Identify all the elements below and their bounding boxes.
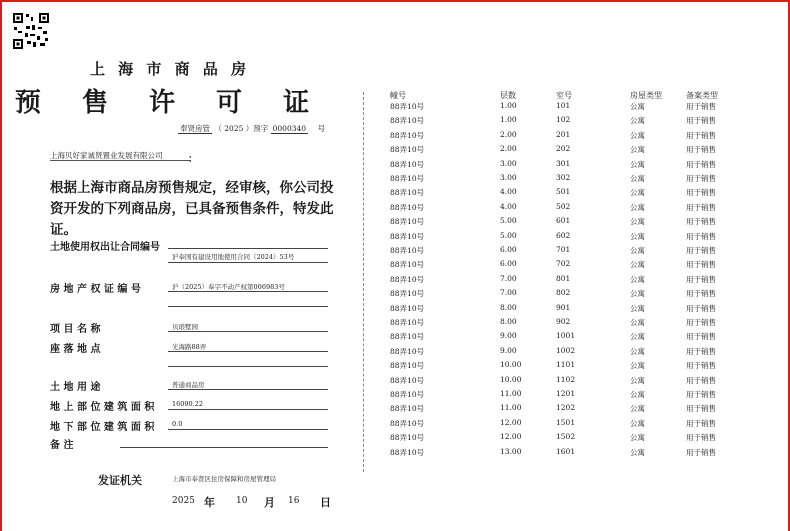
table-cell-building: 88弄10号 — [390, 159, 425, 169]
table-cell-floor: 4.00 — [500, 187, 517, 197]
field-label-property-cert: 房 地 产 权 证 编 号 — [50, 284, 141, 295]
field-line — [168, 331, 328, 332]
table-cell-filing-type: 用于销售 — [686, 102, 716, 111]
field-value-project-name: 贝琅墅园 — [172, 323, 198, 331]
table-cell-building: 88弄10号 — [390, 332, 425, 342]
table-cell-house-type: 公寓 — [630, 145, 645, 155]
table-cell-house-type: 公寓 — [630, 102, 645, 111]
table-cell-building: 88弄10号 — [390, 404, 425, 414]
table-cell-building: 88弄10号 — [390, 231, 425, 241]
table-cell-room: 1102 — [556, 374, 576, 384]
table-cell-room: 502 — [556, 201, 571, 211]
table-cell-floor: 7.00 — [500, 288, 517, 298]
field-line — [168, 409, 328, 410]
table-cell-building: 88弄10号 — [390, 217, 425, 227]
field-line — [168, 262, 328, 263]
table-cell-floor: 8.00 — [500, 302, 517, 312]
table-cell-room: 1002 — [556, 345, 576, 355]
table-cell-filing-type: 用于销售 — [686, 289, 716, 299]
table-cell-floor: 9.00 — [500, 345, 517, 355]
table-cell-house-type: 公寓 — [630, 260, 645, 270]
table-cell-house-type: 公寓 — [630, 346, 645, 356]
table-cell-floor: 4.00 — [500, 201, 517, 211]
table-header-floor: 层数 — [500, 91, 516, 100]
field-label-project-name: 项 目 名 称 — [50, 324, 101, 335]
table-cell-floor: 5.00 — [500, 216, 517, 226]
table-cell-room: 1001 — [556, 331, 576, 341]
field-value-above-ground-area: 16090.22 — [172, 400, 204, 408]
table-cell-filing-type: 用于销售 — [686, 246, 716, 255]
table-cell-building: 88弄10号 — [390, 375, 425, 385]
table-cell-room: 1601 — [556, 446, 576, 456]
permit-code: 0000340 — [272, 124, 307, 133]
document-title: 预 售 许 可 证 — [14, 88, 326, 118]
document-subtitle: 上 海 市 商 品 房 — [89, 60, 251, 78]
table-cell-building: 88弄10号 — [390, 145, 425, 155]
field-line — [120, 447, 328, 448]
table-cell-building: 88弄10号 — [390, 447, 425, 457]
table-cell-house-type: 公寓 — [630, 246, 645, 255]
table-cell-room: 702 — [556, 259, 571, 269]
field-value-underground-area: 0.0 — [172, 420, 183, 428]
date-day-label: 日 — [320, 496, 331, 509]
table-cell-room: 601 — [556, 216, 571, 226]
table-cell-filing-type: 用于销售 — [686, 404, 716, 414]
table-cell-filing-type: 用于销售 — [686, 303, 716, 313]
field-line — [168, 429, 328, 430]
table-cell-room: 101 — [556, 101, 571, 110]
permit-dept: 奉贤房管 — [180, 124, 210, 133]
table-cell-filing-type: 用于销售 — [686, 231, 716, 241]
table-cell-house-type: 公寓 — [630, 174, 645, 183]
date-month: 10 — [236, 496, 248, 506]
table-cell-filing-type: 用于销售 — [686, 390, 716, 399]
certificate-statement: 根据上海市商品房预售规定，经审核，你公司投资开发的下列商品房，已具备预售条件，特发此证。 — [50, 180, 334, 238]
field-label-location: 座 落 地 点 — [50, 344, 101, 355]
company-underline — [50, 160, 190, 161]
table-cell-house-type: 公寓 — [630, 447, 645, 457]
table-header-room: 室号 — [556, 91, 572, 100]
table-cell-filing-type: 用于销售 — [686, 116, 716, 126]
table-cell-house-type: 公寓 — [630, 318, 645, 327]
section-divider — [363, 92, 364, 472]
table-cell-house-type: 公寓 — [630, 418, 645, 428]
date-month-label: 月 — [264, 496, 275, 509]
field-value-land-contract: 沪奉国有建设用地使用合同（2024）53号 — [172, 253, 295, 261]
permit-suffix: 号 — [317, 124, 326, 133]
table-cell-room: 1501 — [556, 417, 576, 427]
table-cell-building: 88弄10号 — [390, 260, 425, 270]
table-cell-house-type: 公寓 — [630, 390, 645, 399]
table-cell-filing-type: 用于销售 — [686, 188, 716, 198]
table-cell-room: 902 — [556, 317, 571, 326]
table-cell-house-type: 公寓 — [630, 303, 645, 313]
field-line — [168, 291, 328, 292]
table-cell-floor: 12.00 — [500, 432, 522, 442]
table-cell-house-type: 公寓 — [630, 159, 645, 169]
table-cell-floor: 9.00 — [500, 331, 517, 341]
table-cell-floor: 6.00 — [500, 245, 517, 254]
table-cell-filing-type: 用于销售 — [686, 159, 716, 169]
red-border-top — [0, 0, 790, 2]
table-header-house-type: 房屋类型 — [630, 91, 662, 100]
table-cell-filing-type: 用于销售 — [686, 174, 716, 183]
table-cell-building: 88弄10号 — [390, 418, 425, 428]
table-cell-floor: 11.00 — [500, 389, 522, 398]
table-cell-floor: 2.00 — [500, 144, 517, 154]
table-cell-house-type: 公寓 — [630, 202, 645, 212]
table-cell-house-type: 公寓 — [630, 188, 645, 198]
table-cell-floor: 1.00 — [500, 115, 517, 125]
field-line — [168, 248, 328, 249]
table-cell-room: 1202 — [556, 403, 576, 413]
table-cell-building: 88弄10号 — [390, 174, 425, 183]
table-cell-filing-type: 用于销售 — [686, 130, 716, 140]
table-cell-house-type: 公寓 — [630, 217, 645, 227]
date-year-label: 年 — [204, 496, 215, 509]
field-value-property-cert: 沪（2025）奉字不动产权第006983号 — [172, 283, 285, 291]
table-cell-room: 301 — [556, 158, 571, 168]
field-value-land-use: 普通商品房 — [172, 381, 205, 389]
permit-year: （ 2025 ）预字 — [214, 124, 269, 133]
table-cell-building: 88弄10号 — [390, 202, 425, 212]
table-cell-room: 801 — [556, 273, 571, 283]
table-cell-building: 88弄10号 — [390, 188, 425, 198]
table-cell-building: 88弄10号 — [390, 361, 425, 371]
table-cell-room: 201 — [556, 129, 571, 139]
table-cell-room: 102 — [556, 115, 571, 125]
table-cell-filing-type: 用于销售 — [686, 217, 716, 227]
table-cell-house-type: 公寓 — [630, 404, 645, 414]
table-cell-building: 88弄10号 — [390, 102, 425, 111]
table-cell-filing-type: 用于销售 — [686, 361, 716, 371]
table-cell-floor: 1.00 — [500, 101, 517, 110]
table-cell-filing-type: 用于销售 — [686, 418, 716, 428]
table-cell-floor: 8.00 — [500, 317, 517, 326]
table-cell-room: 802 — [556, 288, 571, 298]
table-header-filing-type: 备案类型 — [686, 91, 718, 100]
issuer-label: 发证机关 — [98, 474, 142, 487]
field-label-land-use: 土 地 用 途 — [50, 382, 101, 393]
table-cell-building: 88弄10号 — [390, 318, 425, 327]
table-cell-building: 88弄10号 — [390, 303, 425, 313]
table-cell-room: 202 — [556, 144, 571, 154]
table-cell-filing-type: 用于销售 — [686, 274, 716, 284]
table-cell-floor: 3.00 — [500, 173, 517, 182]
date-year: 2025 — [172, 496, 195, 506]
table-cell-floor: 2.00 — [500, 129, 517, 139]
table-cell-building: 88弄10号 — [390, 274, 425, 284]
table-cell-floor: 5.00 — [500, 230, 517, 240]
field-line — [168, 389, 328, 390]
table-cell-house-type: 公寓 — [630, 375, 645, 385]
field-line — [168, 306, 328, 307]
table-cell-house-type: 公寓 — [630, 433, 645, 443]
table-cell-house-type: 公寓 — [630, 332, 645, 342]
table-cell-building: 88弄10号 — [390, 246, 425, 255]
table-cell-room: 701 — [556, 245, 571, 254]
table-cell-house-type: 公寓 — [630, 289, 645, 299]
permit-number — [178, 123, 325, 134]
field-label-above-ground-area: 地 上 部 位 建 筑 面 积 — [50, 402, 155, 413]
table-cell-room: 1201 — [556, 389, 576, 398]
table-header-building: 幢号 — [390, 91, 406, 100]
table-cell-floor: 11.00 — [500, 403, 522, 413]
table-cell-filing-type: 用于销售 — [686, 447, 716, 457]
table-cell-filing-type: 用于销售 — [686, 346, 716, 356]
table-cell-floor: 6.00 — [500, 259, 517, 269]
table-cell-room: 901 — [556, 302, 571, 312]
table-cell-floor: 10.00 — [500, 360, 522, 370]
company-name: 上海贝好家诚贤置业发展有限公司 — [50, 151, 163, 160]
table-cell-house-type: 公寓 — [630, 231, 645, 241]
table-cell-building: 88弄10号 — [390, 116, 425, 126]
table-cell-room: 501 — [556, 187, 571, 197]
date-day: 16 — [288, 496, 300, 506]
table-cell-room: 1502 — [556, 432, 576, 442]
issuer-name: 上海市奉贤区住房保障和房屋管理局 — [172, 475, 276, 483]
table-cell-floor: 12.00 — [500, 417, 522, 427]
table-cell-room: 602 — [556, 230, 571, 240]
field-label-remarks: 备 注 — [50, 440, 74, 451]
table-cell-filing-type: 用于销售 — [686, 202, 716, 212]
field-line — [168, 366, 328, 367]
field-value-location: 光海路88弄 — [172, 343, 207, 351]
table-cell-floor: 3.00 — [500, 158, 517, 168]
table-cell-room: 302 — [556, 173, 571, 182]
field-line — [168, 351, 328, 352]
table-cell-building: 88弄10号 — [390, 390, 425, 399]
table-cell-house-type: 公寓 — [630, 361, 645, 371]
table-cell-filing-type: 用于销售 — [686, 145, 716, 155]
table-cell-building: 88弄10号 — [390, 130, 425, 140]
red-border-left — [0, 0, 2, 531]
table-cell-house-type: 公寓 — [630, 130, 645, 140]
table-cell-floor: 10.00 — [500, 374, 522, 384]
table-cell-filing-type: 用于销售 — [686, 318, 716, 327]
table-cell-filing-type: 用于销售 — [686, 375, 716, 385]
table-cell-house-type: 公寓 — [630, 116, 645, 126]
table-cell-house-type: 公寓 — [630, 274, 645, 284]
table-cell-floor: 13.00 — [500, 446, 522, 456]
table-cell-floor: 7.00 — [500, 273, 517, 283]
company-colon: ： — [188, 154, 198, 165]
field-label-land-contract: 土地使用权出让合同编号 — [50, 242, 160, 253]
table-cell-building: 88弄10号 — [390, 346, 425, 356]
table-cell-building: 88弄10号 — [390, 289, 425, 299]
table-cell-building: 88弄10号 — [390, 433, 425, 443]
table-cell-filing-type: 用于销售 — [686, 332, 716, 342]
qr-code-icon — [12, 12, 50, 50]
table-cell-filing-type: 用于销售 — [686, 433, 716, 443]
table-cell-filing-type: 用于销售 — [686, 260, 716, 270]
field-label-underground-area: 地 下 部 位 建 筑 面 积 — [50, 422, 155, 433]
table-cell-room: 1101 — [556, 360, 576, 370]
